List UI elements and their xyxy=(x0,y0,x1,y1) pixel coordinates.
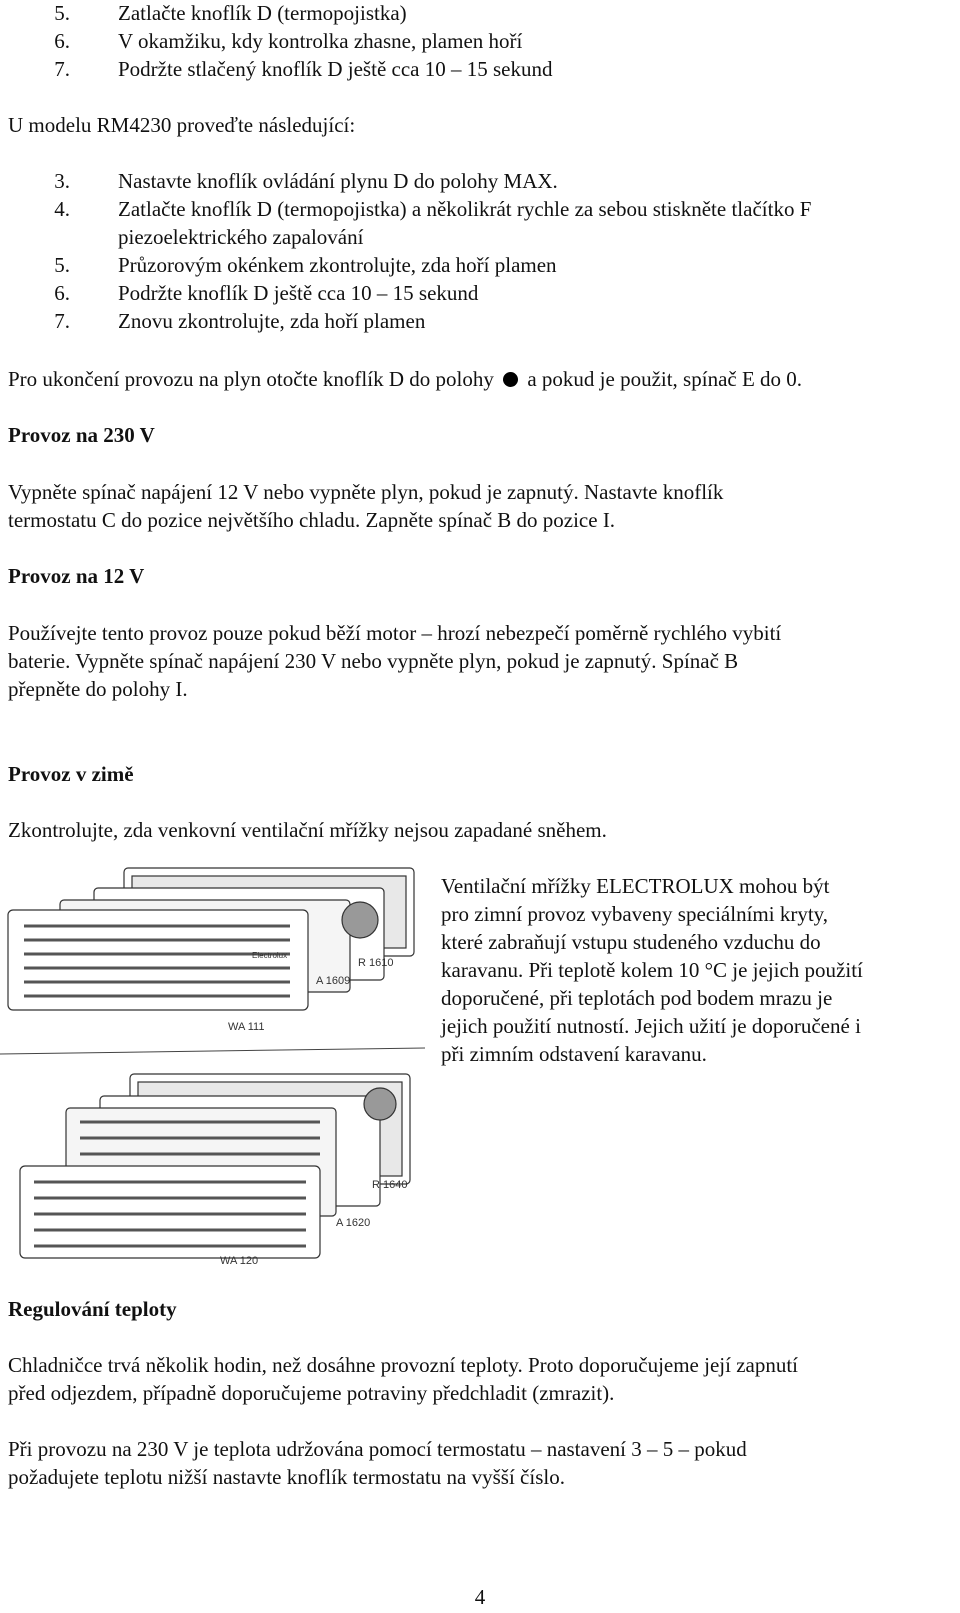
gas-end-text-after: a pokud je použit, spínač E do 0. xyxy=(527,367,803,391)
ventilation-grilles-figure xyxy=(0,860,432,1270)
label-a1609: A 1609 xyxy=(316,975,351,987)
label-wa120: WA 120 xyxy=(220,1255,259,1267)
side-text-line: pro zimní provoz vybaveny speciálními kryty, xyxy=(441,902,829,926)
label-a1620: A 1620 xyxy=(336,1217,371,1229)
side-text-line: doporučené, při teplotách pod bodem mrazu je xyxy=(441,986,833,1010)
grille-wa120 xyxy=(20,1166,320,1258)
label-brand: Electrolux xyxy=(252,951,288,960)
list-item-number: 5. xyxy=(54,1,70,25)
paragraph-line: termostatu C do pozice největšího chladu. Zapněte spínač B do pozice I. xyxy=(8,508,616,532)
grille-set-bottom xyxy=(20,1074,410,1258)
grille-set-top xyxy=(8,868,414,1010)
list-item-number: 6. xyxy=(54,281,70,305)
list-item: Podržte knoflík D ještě cca 10 – 15 sekund xyxy=(118,281,479,305)
list-item: Podržte stlačený knoflík D ještě cca 10 – 15 sekund xyxy=(118,57,553,81)
paragraph-line: požadujete teplotu nižší nastavte knoflík termostatu na vyšší číslo. xyxy=(8,1465,565,1489)
paragraph-line: Vypněte spínač napájení 12 V nebo vypněte plyn, pokud je zapnutý. Nastavte knoflík xyxy=(8,480,724,504)
label-wa111: WA 111 xyxy=(228,1021,265,1033)
list-item-number: 7. xyxy=(54,57,70,81)
section-heading-temperature: Regulování teploty xyxy=(8,1297,177,1321)
section-heading-230v: Provoz na 230 V xyxy=(8,423,155,447)
gas-end-text: Pro ukončení provozu na plyn otočte knoflík D do polohy xyxy=(8,367,494,391)
paragraph-line: Při provozu na 230 V je teplota udržována pomocí termostatu – nastavení 3 – 5 – pokud xyxy=(8,1437,747,1461)
section-heading-12v: Provoz na 12 V xyxy=(8,564,145,588)
side-text-line: jejich použití nutností. Jejich užití je doporučené i xyxy=(441,1014,861,1038)
list-item-number: 7. xyxy=(54,309,70,333)
list-item-number: 4. xyxy=(54,197,70,221)
label-r1640: R 1640 xyxy=(372,1179,408,1191)
rm4230-intro: U modelu RM4230 proveďte následující: xyxy=(8,113,356,137)
paragraph-line: přepněte do polohy I. xyxy=(8,677,188,701)
section-heading-winter: Provoz v zimě xyxy=(8,762,134,786)
page-number: 4 xyxy=(474,1585,486,1609)
list-item-continuation: piezoelektrického zapalování xyxy=(118,225,364,249)
knob-icon xyxy=(364,1088,396,1120)
label-r1610: R 1610 xyxy=(358,957,394,969)
side-text-line: karavanu. Při teplotě kolem 10 °C je jejich použití xyxy=(441,958,863,982)
side-text-line: Ventilační mřížky ELECTROLUX mohou být xyxy=(441,874,830,898)
list-item: Zatlačte knoflík D (termopojistka) xyxy=(118,1,407,25)
list-item-number: 5. xyxy=(54,253,70,277)
paragraph-line: baterie. Vypněte spínač napájení 230 V nebo vypněte plyn, pokud je zapnutý. Spínač B xyxy=(8,649,739,673)
gas-end-paragraph xyxy=(8,365,802,393)
list-item-number: 6. xyxy=(54,29,70,53)
off-position-dot-icon xyxy=(503,372,518,387)
list-item-number: 3. xyxy=(54,169,70,193)
winter-intro: Zkontrolujte, zda venkovní ventilační mřížky nejsou zapadané sněhem. xyxy=(8,818,607,842)
paragraph-line: Používejte tento provoz pouze pokud běží motor – hrozí nebezpečí poměrně rychlého vybití xyxy=(8,621,782,645)
side-text-line: které zabraňují vstupu studeného vzduchu do xyxy=(441,930,821,954)
side-text-line: při zimním odstavení karavanu. xyxy=(441,1042,707,1066)
knob-icon xyxy=(342,902,378,938)
paragraph-line: Chladničce trvá několik hodin, než dosáhne provozní teploty. Proto doporučujeme její zapnutí xyxy=(8,1353,799,1377)
list-item: Nastavte knoflík ovládání plynu D do polohy MAX. xyxy=(118,169,558,193)
list-item: Znovu zkontrolujte, zda hoří plamen xyxy=(118,309,426,333)
list-item: Zatlačte knoflík D (termopojistka) a několikrát rychle za sebou stiskněte tlačítko F xyxy=(118,197,812,221)
paragraph-line: před odjezdem, případně doporučujeme potraviny předchladit (zmrazit). xyxy=(8,1381,615,1405)
list-item: V okamžiku, kdy kontrolka zhasne, plamen hoří xyxy=(118,29,523,53)
list-item: Průzorovým okénkem zkontrolujte, zda hoří plamen xyxy=(118,253,557,277)
